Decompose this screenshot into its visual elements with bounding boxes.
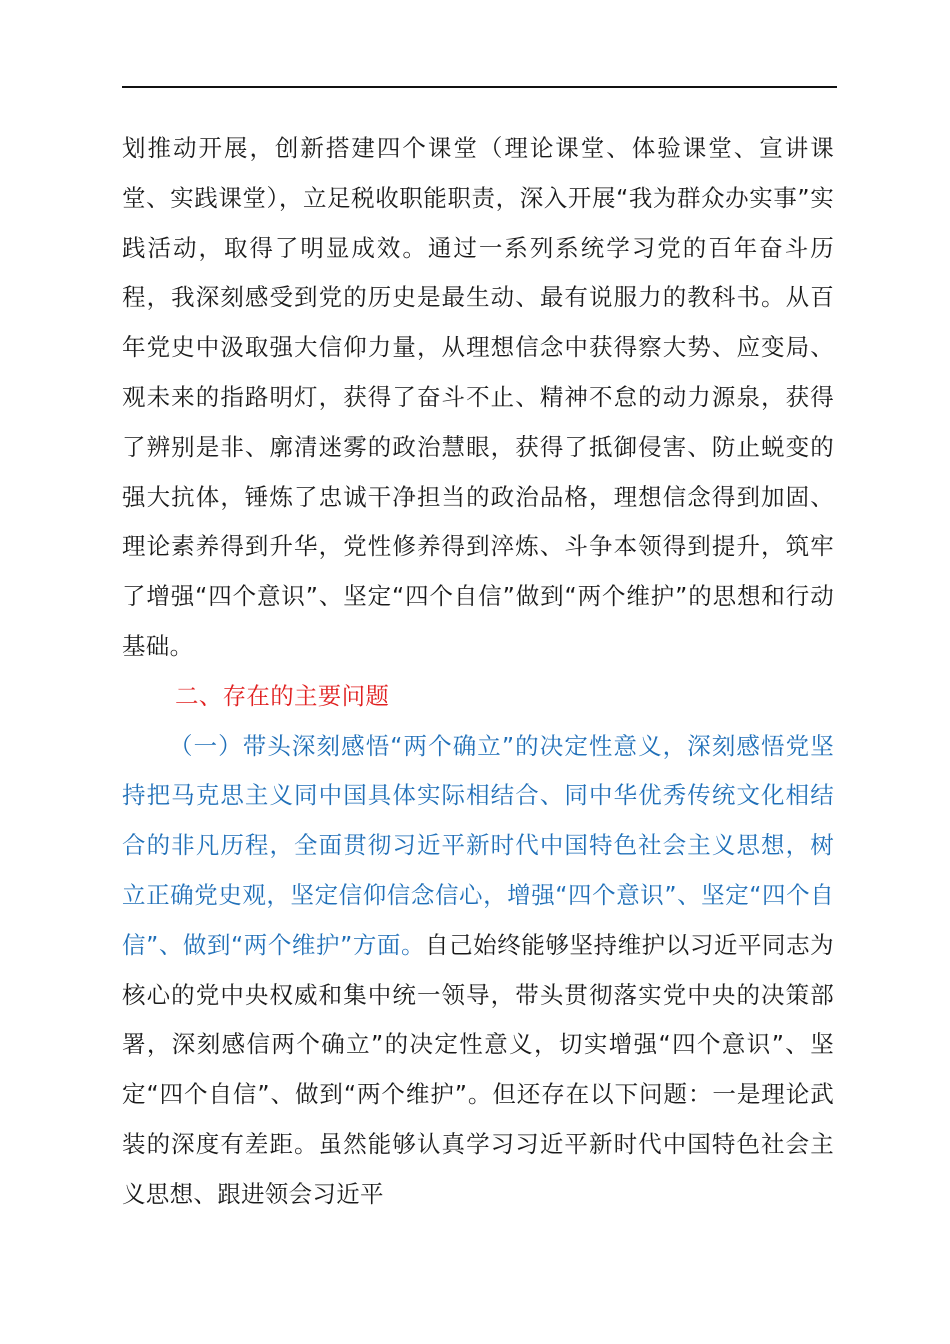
- header-rule: [122, 86, 837, 88]
- paragraph-problems: [122, 722, 834, 1220]
- document-body: [122, 124, 834, 1220]
- subheading-one: （一）带头深刻感悟“两个确立”的决定性意义，深刻感悟党坚持把马克思主义同中国具体实际相结合、同中华优秀传统文化相结合的非凡历程，全面贯彻习近平新时代中国特色社会主义思想，树立正确党史观，坚定信仰信念信心，增强“四个意识”、坚定“四个自信”、做到“两个维护”方面。: [122, 731, 834, 959]
- paragraph-continuation: 划推动开展，创新搭建四个课堂（理论课堂、体验课堂、宣讲课堂、实践课堂），立足税收职能职责，深入开展“我为群众办实事”实践活动，取得了明显成效。通过一系列系统学习党的百年奋斗历程，我深刻感受到党的历史是最生动、最有说服力的教科书。从百年党史中汲取强大信仰力量，从理想信念中获得察大势、应变局、观未来的指路明灯，获得了奋斗不止、精神不怠的动力源泉，获得了辨别是非、廓清迷雾的政治慧眼，获得了抵御侵害、防止蜕变的强大抗体，锤炼了忠诚干净担当的政治品格，理想信念得到加固、理论素养得到升华，党性修养得到淬炼、斗争本领得到提升，筑牢了增强“四个意识”、坚定“四个自信”做到“两个维护”的思想和行动基础。: [122, 134, 834, 660]
- section-heading: 二、存在的主要问题: [175, 681, 390, 710]
- paragraph-problems-body: 自己始终能够坚持维护以习近平同志为核心的党中央权威和集中统一领导，带头贯彻落实党中央的决策部署，深刻感信两个确立”的决定性意义，切实增强“四个意识”、坚定“四个自信”、做到“两个维护”。但还存在以下问题：一是理论武装的深度有差距。虽然能够认真学习习近平新时代中国特色社会主义思想、跟进领会习近平: [122, 930, 834, 1208]
